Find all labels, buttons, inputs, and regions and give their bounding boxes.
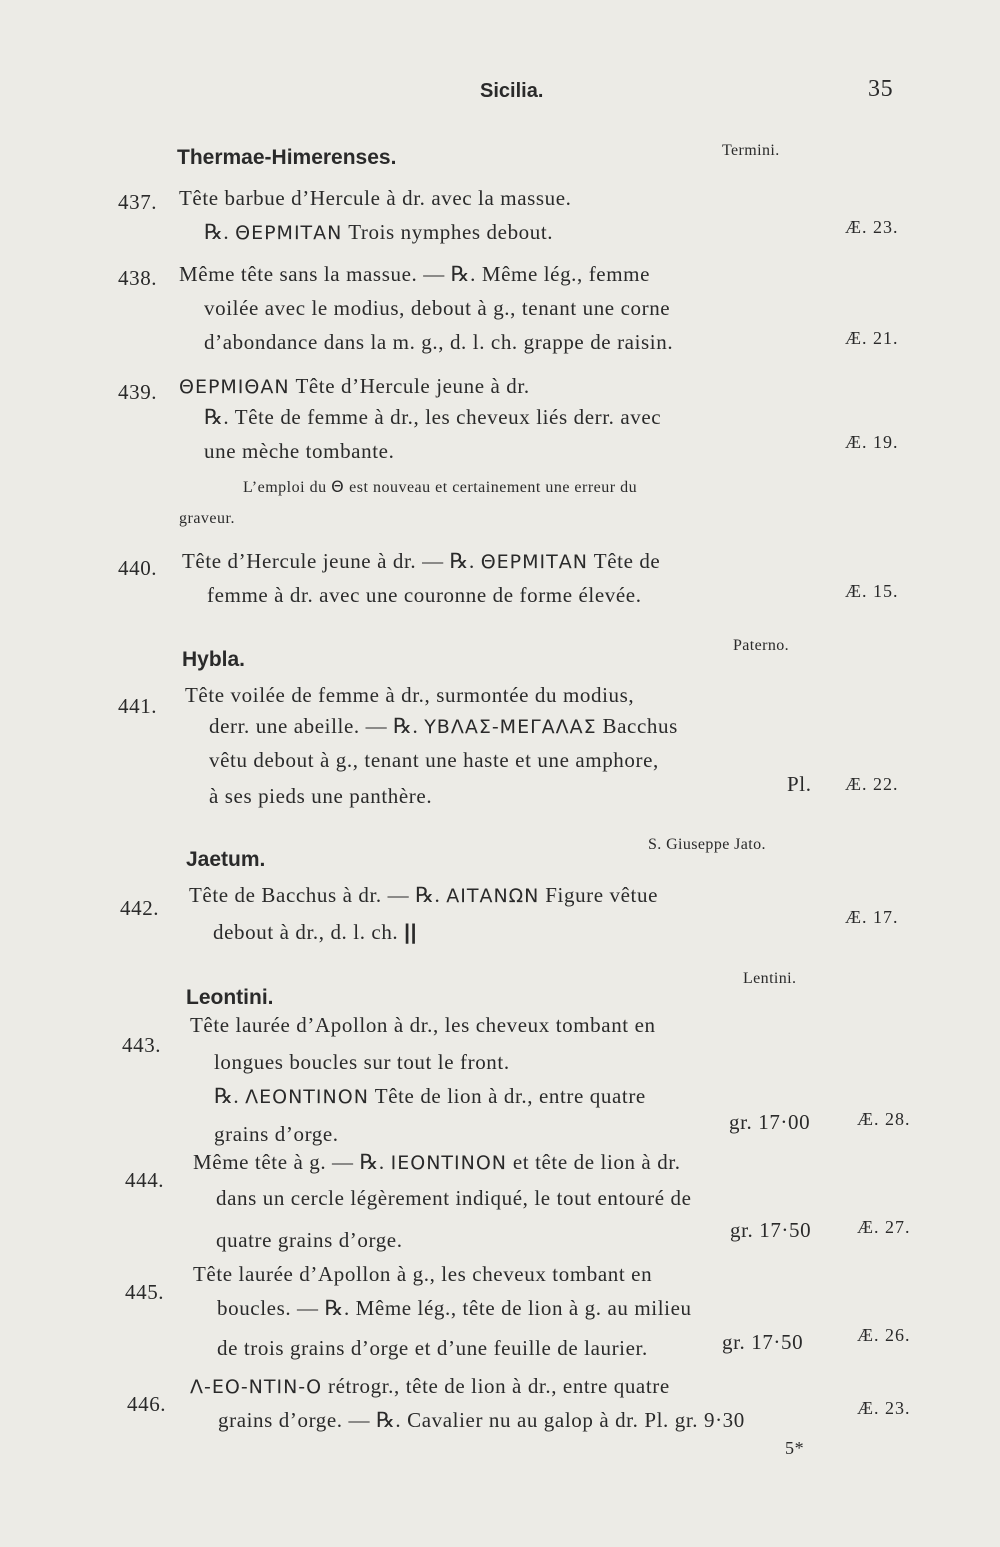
section-place-thermae: Termini. bbox=[722, 142, 780, 159]
entry-444-number: 444. bbox=[125, 1168, 165, 1192]
reverse-symbol: ℞. bbox=[393, 714, 419, 738]
reverse-symbol: ℞. bbox=[449, 549, 475, 573]
section-title-thermae: Thermae-Himerenses. bbox=[177, 146, 397, 169]
entry-445-line1: Tête laurée d’Apollon à g., les cheveux tombant en bbox=[193, 1262, 653, 1286]
entry-443-weight: gr. 17·00 bbox=[729, 1110, 811, 1134]
entry-440-number: 440. bbox=[118, 556, 158, 580]
section-place-leontini: Lentini. bbox=[743, 970, 797, 987]
entry-439-line2: ℞. Tête de femme à dr., les cheveux liés derr. avec bbox=[204, 405, 662, 429]
greek-legend: ΛΕΟΝΤΙΝΟΝ bbox=[245, 1086, 369, 1108]
entry-438-number: 438. bbox=[118, 266, 158, 290]
greek-legend: ΥΒΛΑΣ-ΜΕΓΑΛΑΣ bbox=[424, 716, 597, 738]
greek-legend: ΘΕΡΜΙΤΑΝ bbox=[480, 551, 588, 573]
entry-443-metal-size: Æ. 28. bbox=[857, 1109, 911, 1129]
entry-439-footnote-line1: L’emploi du Θ est nouveau et certainement une erreur du bbox=[243, 477, 638, 496]
entry-444-line3: quatre grains d’orge. bbox=[216, 1228, 403, 1252]
entry-445-metal-size: Æ. 26. bbox=[857, 1325, 911, 1345]
page-number: 35 bbox=[868, 76, 894, 102]
entry-439-line3: une mèche tombante. bbox=[204, 439, 395, 463]
greek-legend: ΘΕΡΜΙΘΑΝ bbox=[179, 376, 290, 398]
entry-445-weight: gr. 17·50 bbox=[722, 1330, 804, 1354]
entry-439-metal-size: Æ. 19. bbox=[845, 432, 899, 452]
entry-442-line2: debout à dr., d. l. ch. || bbox=[213, 920, 418, 944]
entry-445-line2: boucles. — ℞. Même lég., tête de lion à g. au milieu bbox=[217, 1296, 692, 1320]
reverse-symbol: ℞. bbox=[375, 1408, 402, 1432]
reverse-symbol: ℞. bbox=[359, 1150, 385, 1174]
section-place-hybla: Paterno. bbox=[733, 637, 790, 654]
entry-446-number: 446. bbox=[127, 1392, 167, 1416]
entry-445-number: 445. bbox=[125, 1280, 165, 1304]
section-title-jaetum: Jaetum. bbox=[186, 848, 266, 871]
entry-437-number: 437. bbox=[118, 190, 158, 214]
entry-441-line4: à ses pieds une panthère. bbox=[209, 784, 433, 808]
entry-437-line1: Tête barbue d’Hercule à dr. avec la massue. bbox=[179, 186, 572, 210]
entry-439-line1: ΘΕΡΜΙΘΑΝ Tête d’Hercule jeune à dr. bbox=[179, 374, 530, 398]
greek-legend: ΑΙΤΑΝΩΝ bbox=[446, 885, 540, 907]
greek-legend: ΘΕΡΜΙΤΑΝ bbox=[235, 222, 343, 244]
entry-438-line2: voilée avec le modius, debout à g., tenant une corne bbox=[204, 296, 671, 320]
entry-438-line3: d’abondance dans la m. g., d. l. ch. grappe de raisin. bbox=[204, 330, 674, 354]
entry-443-line3: ℞. ΛΕΟΝΤΙΝΟΝ Tête de lion à dr., entre quatre bbox=[214, 1084, 646, 1108]
entry-442-number: 442. bbox=[120, 896, 160, 920]
entry-443-line4: grains d’orge. bbox=[214, 1122, 339, 1146]
entry-444-weight: gr. 17·50 bbox=[730, 1218, 812, 1242]
greek-legend: ΙΕΟΝΤΙΝΟΝ bbox=[390, 1152, 508, 1174]
section-title-hybla: Hybla. bbox=[182, 648, 246, 671]
signature-mark: 5* bbox=[785, 1438, 805, 1458]
entry-446-line2: grains d’orge. — ℞. Cavalier nu au galop à dr. Pl. gr. 9·30 bbox=[218, 1408, 745, 1432]
entry-444-line1: Même tête à g. — ℞. ΙΕΟΝΤΙΝΟΝ et tête de lion à dr. bbox=[193, 1150, 681, 1174]
section-title-leontini: Leontini. bbox=[186, 986, 274, 1009]
entry-440-line2: femme à dr. avec une couronne de forme élevée. bbox=[207, 583, 642, 607]
entry-439-number: 439. bbox=[118, 380, 158, 404]
entry-443-line1: Tête laurée d’Apollon à dr., les cheveux tombant en bbox=[190, 1013, 656, 1037]
section-place-jaetum: S. Giuseppe Jato. bbox=[648, 836, 766, 853]
entry-437-line2-text: Trois nymphes debout. bbox=[348, 220, 554, 244]
entry-442-metal-size: Æ. 17. bbox=[845, 907, 899, 927]
entry-446-line1: Λ-ΕΟ-ΝΤΙΝ-Ο rétrogr., tête de lion à dr., entre quatre bbox=[190, 1374, 670, 1398]
running-header-title: Sicilia. bbox=[480, 80, 544, 102]
entry-444-line2: dans un cercle légèrement indiqué, le tout entouré de bbox=[216, 1186, 692, 1210]
reverse-symbol: ℞. bbox=[204, 405, 230, 429]
entry-442-mark: || bbox=[404, 921, 418, 944]
entry-441-line1: Tête voilée de femme à dr., surmontée du modius, bbox=[185, 683, 635, 707]
greek-legend: Λ-ΕΟ-ΝΤΙΝ-Ο bbox=[190, 1376, 323, 1398]
entry-441-metal-size: Æ. 22. bbox=[845, 774, 899, 794]
reverse-symbol: ℞. bbox=[450, 262, 476, 286]
entry-441-line2: derr. une abeille. — ℞. ΥΒΛΑΣ-ΜΕΓΑΛΑΣ Bacchus bbox=[209, 714, 678, 738]
entry-437-line2 bbox=[204, 220, 553, 245]
entry-446-metal-size: Æ. 23. bbox=[857, 1398, 911, 1418]
entry-438-metal-size: Æ. 21. bbox=[845, 328, 899, 348]
entry-437-metal-size: Æ. 23. bbox=[845, 217, 899, 237]
entry-443-number: 443. bbox=[122, 1033, 162, 1057]
reverse-symbol: ℞. bbox=[415, 883, 441, 907]
entry-441-number: 441. bbox=[118, 694, 158, 718]
entry-442-line1: Tête de Bacchus à dr. — ℞. ΑΙΤΑΝΩΝ Figure vêtue bbox=[189, 883, 659, 907]
reverse-symbol: ℞. bbox=[214, 1084, 240, 1108]
entry-441-line3: vêtu debout à g., tenant une haste et une amphore, bbox=[209, 748, 659, 772]
entry-440-metal-size: Æ. 15. bbox=[845, 581, 899, 601]
reverse-symbol: ℞. bbox=[204, 220, 230, 244]
entry-439-footnote-line2: graveur. bbox=[179, 510, 235, 527]
entry-443-line2: longues boucles sur tout le front. bbox=[214, 1050, 510, 1074]
reverse-symbol: ℞. bbox=[324, 1296, 350, 1320]
entry-440-line1: Tête d’Hercule jeune à dr. — ℞. ΘΕΡΜΙΤΑΝ Tête de bbox=[182, 549, 661, 573]
entry-438-line1: Même tête sans la massue. — ℞. Même lég., femme bbox=[179, 262, 651, 286]
entry-445-line3: de trois grains d’orge et d’une feuille de laurier. bbox=[217, 1336, 648, 1360]
entry-444-metal-size: Æ. 27. bbox=[857, 1217, 911, 1237]
entry-441-plate-ref: Pl. bbox=[787, 772, 812, 796]
